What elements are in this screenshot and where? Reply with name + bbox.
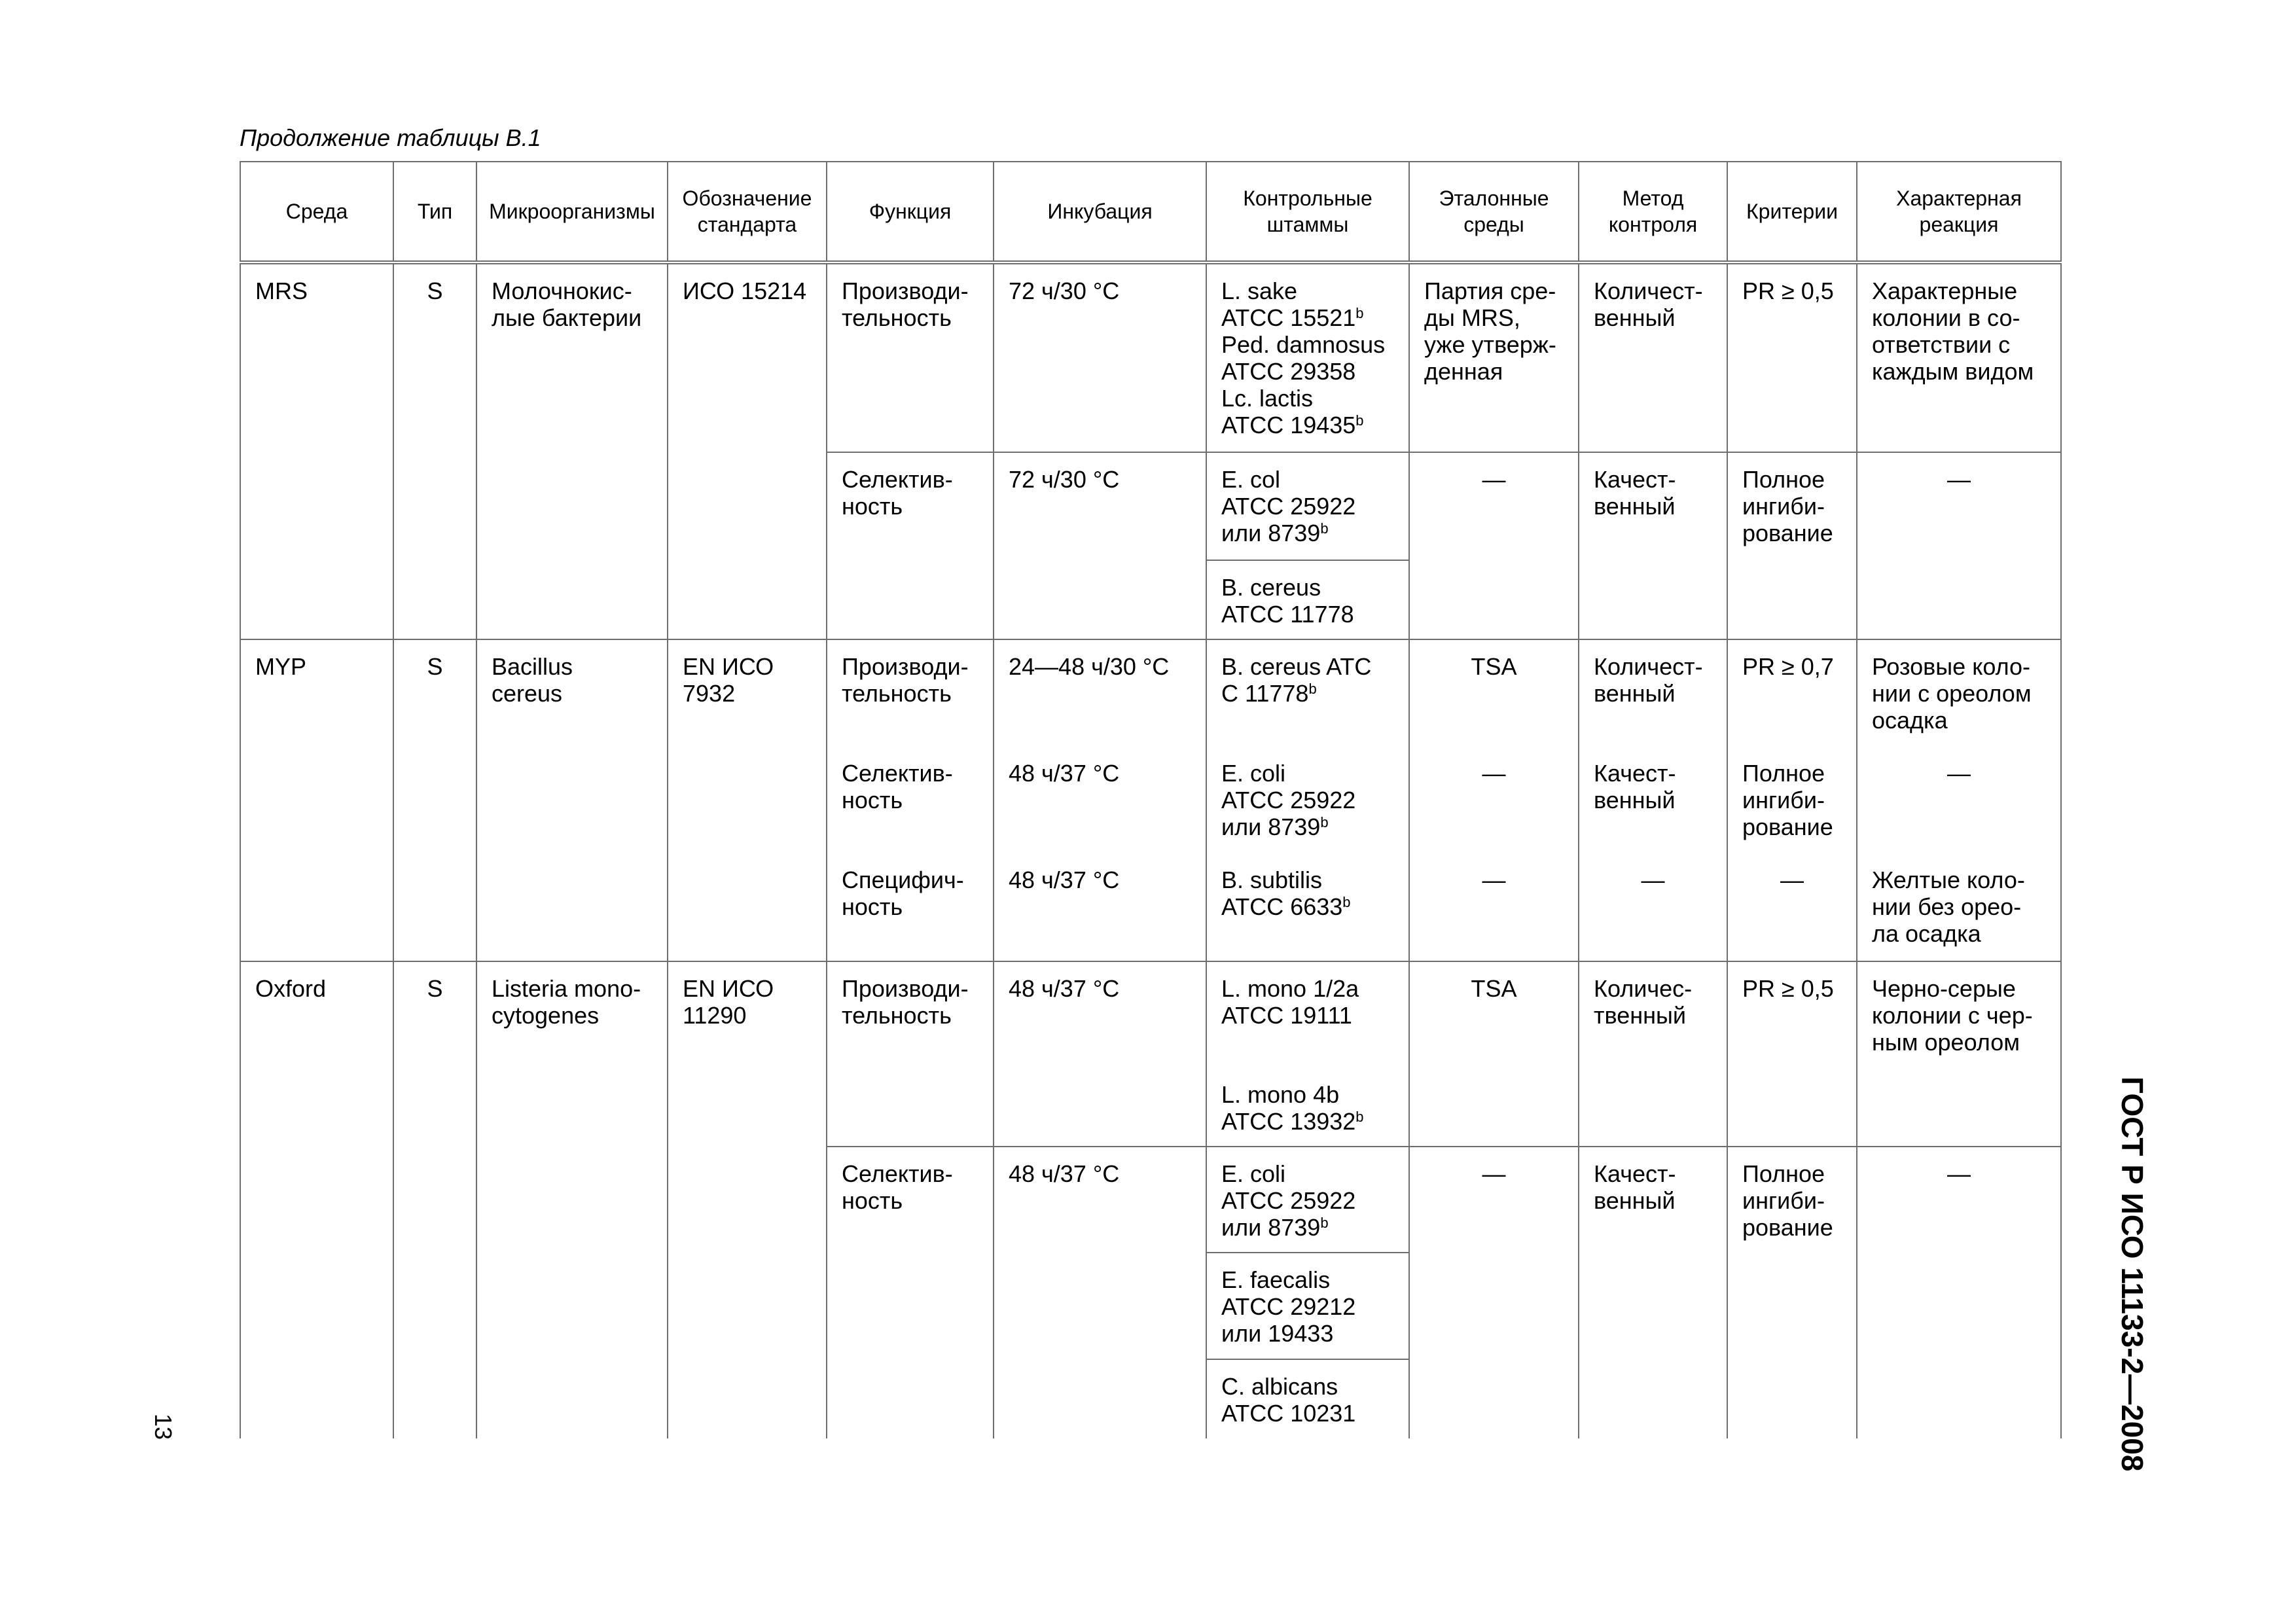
strain-text: или 19433 bbox=[1221, 1320, 1334, 1347]
reaction-cell: Розовые коло- нии с ореолом осадка bbox=[1857, 639, 2061, 747]
medium-cell: Oxford bbox=[240, 961, 393, 1438]
strain-text: АТСС 19435$^b$ bbox=[1221, 412, 1364, 438]
col-header-criteria: Критерии bbox=[1727, 162, 1857, 262]
strain-text: E. col bbox=[1221, 466, 1281, 493]
function-cell: Селектив- ность bbox=[827, 452, 994, 639]
strain-text: АТСС 29358 bbox=[1221, 358, 1356, 385]
header-row bbox=[240, 162, 2061, 262]
strain-text: или 8739$^b$ bbox=[1221, 520, 1329, 546]
reference-media-cell: — bbox=[1409, 747, 1579, 853]
method-cell: Качест- венный bbox=[1579, 1147, 1727, 1438]
reaction-cell: — bbox=[1857, 452, 2061, 639]
table-caption: Продолжение таблицы В.1 bbox=[240, 124, 541, 151]
col-header-control-strains: Контрольные штаммы bbox=[1206, 162, 1409, 262]
strain-text: C 11778$^b$ bbox=[1221, 680, 1317, 707]
method-cell: — bbox=[1579, 853, 1727, 961]
control-strains-cell bbox=[1206, 1253, 1409, 1359]
strain-text: B. subtilis bbox=[1221, 866, 1323, 893]
strain-text: АТСС 29212 bbox=[1221, 1293, 1356, 1320]
standard-cell: EN ИСО 11290 bbox=[668, 961, 827, 1438]
strain-text: или 8739$^b$ bbox=[1221, 1214, 1329, 1241]
organisms-cell: Bacillus cereus bbox=[476, 639, 668, 961]
incubation-cell: 48 ч/37 °С bbox=[994, 747, 1206, 853]
strain-text: АТСС 10231 bbox=[1221, 1400, 1356, 1427]
control-strains-cell bbox=[1206, 262, 1409, 452]
strain-text: АТСС 25922 bbox=[1221, 787, 1356, 813]
criteria-cell: PR ≥ 0,5 bbox=[1727, 262, 1857, 452]
col-header-incubation: Инкубация bbox=[994, 162, 1206, 262]
strain-text: АТСС 15521$^b$ bbox=[1221, 304, 1364, 331]
strain-text: АТСС 13932$^b$ bbox=[1221, 1108, 1364, 1135]
reaction-cell: Характерные колонии в со- ответствии с каждым видом bbox=[1857, 262, 2061, 452]
control-strains-cell bbox=[1206, 1147, 1409, 1253]
col-header-reaction: Характерная реакция bbox=[1857, 162, 2061, 262]
method-cell: Количес- твенный bbox=[1579, 961, 1727, 1147]
reaction-cell: — bbox=[1857, 747, 2061, 853]
reference-media-cell: — bbox=[1409, 1147, 1579, 1438]
col-header-medium: Среда bbox=[240, 162, 393, 262]
method-cell: Количест- венный bbox=[1579, 262, 1727, 452]
table-row bbox=[240, 961, 2061, 1147]
reference-media-cell: TSA bbox=[1409, 961, 1579, 1147]
culture-media-table bbox=[240, 161, 2062, 1438]
table-row bbox=[240, 262, 2061, 452]
reaction-cell: Желтые коло- нии без орео- ла осадка bbox=[1857, 853, 2061, 961]
reference-media-cell: Партия сре- ды MRS, уже утверж- денная bbox=[1409, 262, 1579, 452]
reference-media-cell: — bbox=[1409, 452, 1579, 639]
table-row bbox=[240, 639, 2061, 747]
strain-text: Ped. damnosus bbox=[1221, 331, 1386, 358]
col-header-organisms: Микроорганизмы bbox=[476, 162, 668, 262]
incubation-cell: 48 ч/37 °С bbox=[994, 1147, 1206, 1438]
control-strains-cell bbox=[1206, 961, 1409, 1147]
control-strains-cell bbox=[1206, 452, 1409, 560]
strain-text: или 8739$^b$ bbox=[1221, 813, 1329, 840]
medium-cell: MYP bbox=[240, 639, 393, 961]
col-header-control-method: Метод контроля bbox=[1579, 162, 1727, 262]
function-cell: Селектив- ность bbox=[827, 747, 994, 853]
reaction-cell: — bbox=[1857, 1147, 2061, 1438]
reference-media-cell: TSA bbox=[1409, 639, 1579, 747]
strain-text: L. sake bbox=[1221, 277, 1298, 304]
incubation-cell: 24—48 ч/30 °С bbox=[994, 639, 1206, 747]
reference-media-cell: — bbox=[1409, 853, 1579, 961]
strain-text: L. mono 1/2a bbox=[1221, 975, 1359, 1002]
function-cell: Производи- тельность bbox=[827, 639, 994, 747]
function-cell: Производи- тельность bbox=[827, 262, 994, 452]
type-cell: S bbox=[393, 961, 476, 1438]
strain-text: Lc. lactis bbox=[1221, 385, 1314, 412]
incubation-cell: 48 ч/37 °С bbox=[994, 961, 1206, 1147]
method-cell: Качест- венный bbox=[1579, 452, 1727, 639]
reaction-cell: Черно-серые колонии с чер- ным ореолом bbox=[1857, 961, 2061, 1147]
strain-text: E. faecalis bbox=[1221, 1266, 1331, 1293]
control-strains-cell bbox=[1206, 853, 1409, 961]
control-strains-cell bbox=[1206, 639, 1409, 747]
incubation-cell: 48 ч/37 °С bbox=[994, 853, 1206, 961]
organisms-cell: Listeria mono- cytogenes bbox=[476, 961, 668, 1438]
method-cell: Количест- венный bbox=[1579, 639, 1727, 747]
incubation-cell: 72 ч/30 °С bbox=[994, 452, 1206, 639]
method-cell: Качест- венный bbox=[1579, 747, 1727, 853]
strain-text: АТСС 11778 bbox=[1221, 601, 1354, 628]
page-number: 13 bbox=[150, 1414, 177, 1440]
standard-code: ГОСТ Р ИСО 11133-2—2008 bbox=[2115, 1077, 2149, 1472]
function-cell: Специфич- ность bbox=[827, 853, 994, 961]
criteria-cell: Полное ингиби- рование bbox=[1727, 1147, 1857, 1438]
function-cell: Селектив- ность bbox=[827, 1147, 994, 1438]
criteria-cell: PR ≥ 0,7 bbox=[1727, 639, 1857, 747]
strain-text: C. albicans bbox=[1221, 1373, 1338, 1400]
strain-text: АТСС 25922 bbox=[1221, 493, 1356, 520]
criteria-cell: Полное ингиби- рование bbox=[1727, 747, 1857, 853]
strain-text: АТСС 6633$^b$ bbox=[1221, 893, 1351, 920]
function-cell: Производи- тельность bbox=[827, 961, 994, 1147]
criteria-cell: PR ≥ 0,5 bbox=[1727, 961, 1857, 1147]
criteria-cell: — bbox=[1727, 853, 1857, 961]
type-cell: S bbox=[393, 639, 476, 961]
medium-cell: MRS bbox=[240, 262, 393, 639]
strain-text: B. cereus bbox=[1221, 574, 1321, 601]
col-header-type: Тип bbox=[393, 162, 476, 262]
col-header-reference-media: Эталонные среды bbox=[1409, 162, 1579, 262]
col-header-standard: Обозначение стандарта bbox=[668, 162, 827, 262]
control-strains-cell bbox=[1206, 747, 1409, 853]
strain-text: L. mono 4b bbox=[1221, 1081, 1340, 1108]
control-strains-cell bbox=[1206, 560, 1409, 639]
criteria-cell: Полное ингиби- рование bbox=[1727, 452, 1857, 639]
type-cell: S bbox=[393, 262, 476, 639]
strain-text: E. coli bbox=[1221, 1160, 1286, 1187]
strain-text: АТСС 19111 bbox=[1221, 1002, 1352, 1029]
strain-text: E. coli bbox=[1221, 760, 1286, 787]
col-header-function: Функция bbox=[827, 162, 994, 262]
incubation-cell: 72 ч/30 °С bbox=[994, 262, 1206, 452]
strain-text: B. cereus ATC bbox=[1221, 653, 1372, 680]
standard-cell: EN ИСО 7932 bbox=[668, 639, 827, 961]
standard-cell: ИСО 15214 bbox=[668, 262, 827, 639]
strain-text: АТСС 25922 bbox=[1221, 1187, 1356, 1214]
control-strains-cell bbox=[1206, 1359, 1409, 1438]
organisms-cell: Молочнокис- лые бактерии bbox=[476, 262, 668, 639]
